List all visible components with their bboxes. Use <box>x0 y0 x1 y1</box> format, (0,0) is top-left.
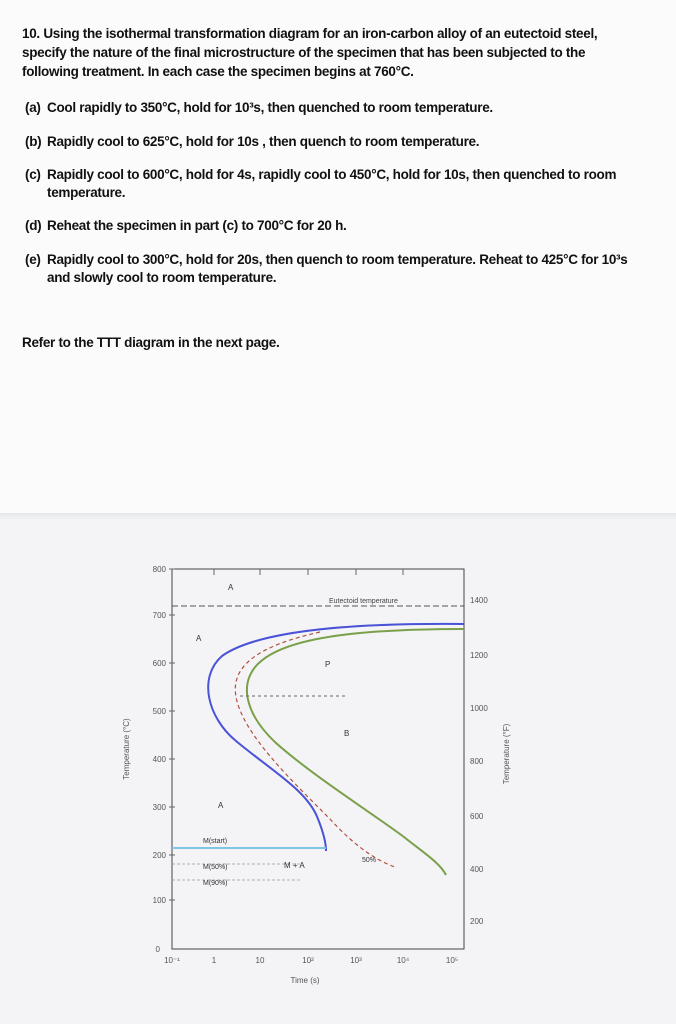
x-tick: 10³ <box>350 956 362 965</box>
question-item-e <box>25 251 647 287</box>
left-axis-ticks <box>153 565 167 954</box>
left-tick: 100 <box>152 896 166 905</box>
right-axis-ticks <box>470 596 488 926</box>
plot-frame <box>172 569 464 949</box>
right-tick: 800 <box>470 757 484 766</box>
x-tick: 1 <box>211 956 217 965</box>
right-tick: 600 <box>470 812 484 821</box>
x-tick: 10⁴ <box>396 956 410 965</box>
refer-note: Refer to the TTT diagram in the next page. <box>22 335 280 350</box>
left-tick: 500 <box>152 707 166 716</box>
question-title: 10. Using the isothermal transformation diagram for an iron-carbon alloy of an eutectoid steel, specify the nature of the final microstructure of the specimen that has been subjected to the following treatment. In each case the specimen begins at 760°C. <box>22 26 598 79</box>
left-tick: 300 <box>152 803 166 812</box>
item-label: (b) <box>25 134 42 149</box>
eutectoid-label: Eutectoid temperature <box>329 598 398 605</box>
label-m90: M(90%) <box>203 880 228 887</box>
label-m-plus-a: M + A <box>284 861 305 870</box>
left-axis-title: Temperature (°C) <box>122 718 131 780</box>
label-mstart: M(start) <box>203 838 228 845</box>
item-text: Rapidly cool to 300°C, hold for 20s, then quench to room temperature. Reheat to 425°C for 10³s and slowly cool to room temperature. <box>47 252 628 285</box>
left-tick: 400 <box>152 755 166 764</box>
right-tick: 200 <box>470 917 484 926</box>
right-axis-title: Temperature (°F) <box>502 723 511 785</box>
right-tick: 1400 <box>470 596 488 605</box>
x-tick: 10⁵ <box>445 956 459 965</box>
item-text: Reheat the specimen in part (c) to 700°C for 20 h. <box>47 218 347 233</box>
x-tick: 10² <box>302 956 314 965</box>
left-tick: 600 <box>152 659 166 668</box>
left-tick: 200 <box>152 851 166 860</box>
x-axis-title: Time (s) <box>290 976 320 985</box>
right-tick: 1200 <box>470 651 488 660</box>
label-bainite: B <box>344 729 350 738</box>
x-axis-ticks <box>164 956 458 965</box>
item-label: (c) <box>25 167 41 182</box>
question-item-c <box>25 166 667 202</box>
start-curve <box>208 624 464 851</box>
left-tick: 700 <box>152 611 166 620</box>
item-text: Rapidly cool to 600°C, hold for 4s, rapidly cool to 450°C, hold for 10s, then quenched to room temperature. <box>47 167 617 200</box>
item-label: (e) <box>25 252 41 267</box>
label-pearlite: P <box>325 660 331 669</box>
finish-curve <box>247 629 464 875</box>
right-tick: 1000 <box>470 704 488 713</box>
right-tick: 400 <box>470 865 484 874</box>
ttt-diagram <box>0 519 676 1024</box>
fifty-percent-curve <box>235 632 395 867</box>
question-item-b <box>25 133 645 151</box>
item-text: Rapidly cool to 625°C, hold for 10s , then quench to room temperature. <box>47 134 480 149</box>
label-m50: M(50%) <box>203 864 228 871</box>
question-item-d <box>25 217 645 235</box>
label-a-upper: A <box>228 583 234 592</box>
region-labels <box>196 583 376 887</box>
left-tick: 0 <box>155 945 160 954</box>
x-tick-marks <box>214 569 403 575</box>
label-a-mid: A <box>196 634 202 643</box>
item-label: (d) <box>25 218 42 233</box>
x-tick: 10 <box>255 956 265 965</box>
diagram-page <box>0 519 676 1024</box>
label-a-lower: A <box>218 801 224 810</box>
label-fifty-pct: 50% <box>362 857 377 864</box>
item-label: (a) <box>25 100 41 115</box>
left-tick: 800 <box>152 565 166 574</box>
item-text: Cool rapidly to 350°C, hold for 10³s, then quenched to room temperature. <box>47 100 493 115</box>
question-item-a <box>25 99 645 117</box>
x-tick: 10⁻¹ <box>164 956 180 965</box>
